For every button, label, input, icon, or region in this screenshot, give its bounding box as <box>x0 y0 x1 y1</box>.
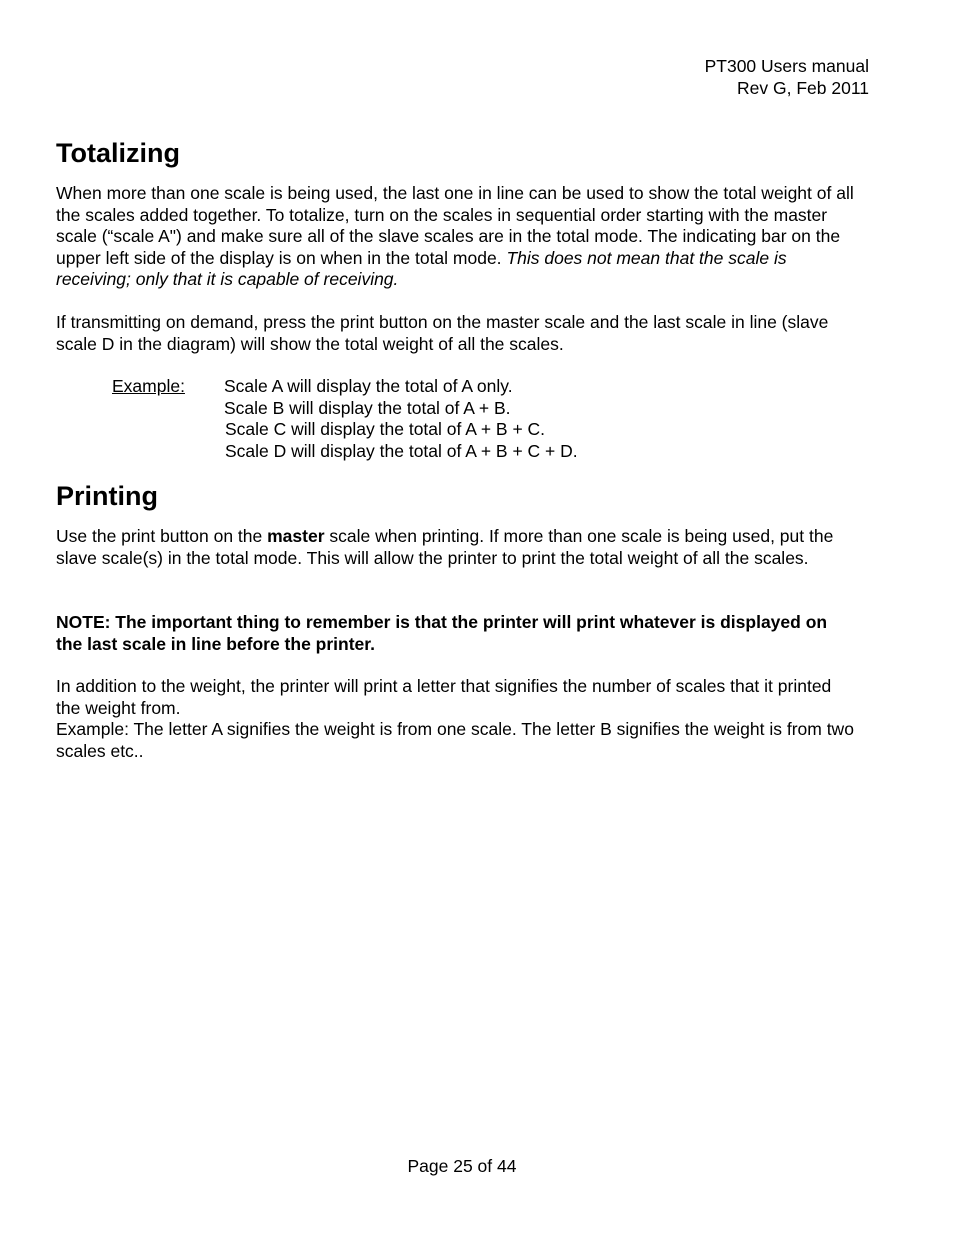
example-label: Example: <box>112 376 185 396</box>
totalizing-paragraph-1-text: When more than one scale is being used, the last one in line can be used to show the total weight of all the scales added together. To totalize, turn on the scales in sequential order starting with the master scale (“scale A") and make sure all of the slave scales are in the total mode. The indicating bar on the upper left side of the display is on when in the total mode. <box>56 183 854 268</box>
example-line-scale-b: Scale B will display the total of A + B. <box>224 398 511 418</box>
printing-paragraph-3 <box>56 676 856 762</box>
totalizing-paragraph-2: If transmitting on demand, press the print button on the master scale and the last scale in line (slave scale D in the diagram) will show the total weight of all the scales. <box>56 312 829 354</box>
page-number: Page 25 of 44 <box>407 1156 517 1176</box>
printing-paragraph-1-bold: master <box>267 526 325 546</box>
printing-paragraph-3-line-1: In addition to the weight, the printer will print a letter that signifies the number of scales that it printed the weight from. <box>56 676 832 718</box>
example-line-scale-a: Scale A will display the total of A only. <box>224 376 513 396</box>
document-revision: Rev G, Feb 2011 <box>737 77 869 98</box>
printing-note: NOTE: The important thing to remember is that the printer will print whatever is displayed on the last scale in line before the printer. <box>56 612 828 654</box>
section-heading-totalizing: Totalizing <box>56 138 180 168</box>
printing-paragraph-1 <box>56 526 856 569</box>
printing-paragraph-1-before: Use the print button on the <box>56 526 263 546</box>
totalizing-paragraph-1 <box>56 183 856 291</box>
totalizing-paragraph-1-italic: This does not mean that the scale is receiving; only that it is capable of receiving. <box>56 247 787 289</box>
section-heading-printing: Printing <box>56 481 158 511</box>
example-line-scale-c: Scale C will display the total of A + B + C. <box>225 419 546 439</box>
printing-paragraph-1-after: scale when printing. If more than one scale is being used, put the slave scale(s) in the total mode. This will allow the printer to print the total weight of all the scales. <box>56 526 834 568</box>
page-header <box>705 56 869 99</box>
document-title: PT300 Users manual <box>704 56 869 76</box>
printing-paragraph-3-line-2: Example: The letter A signifies the weight is from one scale. The letter B signifies the weight is from two scales etc.. <box>56 719 854 761</box>
example-line-scale-d: Scale D will display the total of A + B + C + D. <box>225 441 578 461</box>
